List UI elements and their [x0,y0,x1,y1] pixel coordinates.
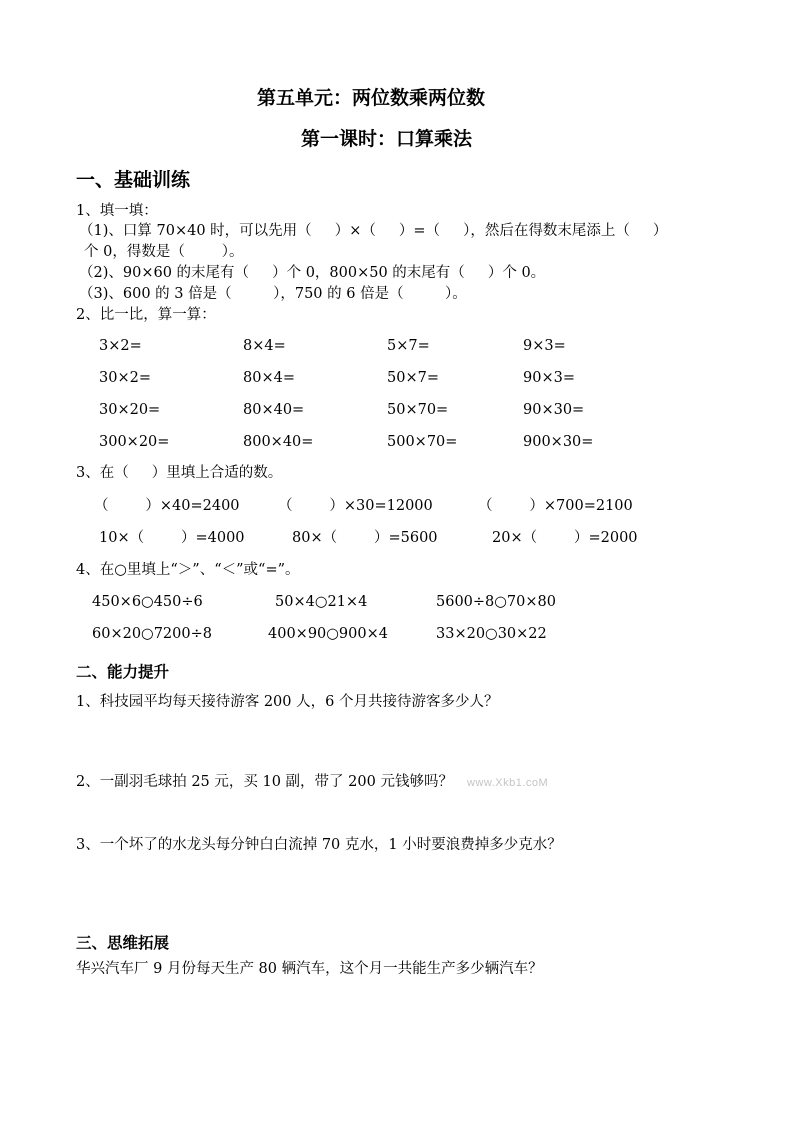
q2-item: 50×70= [387,402,449,418]
q4-item: 50×4○21×4 [275,594,368,610]
q3-item: 80×（ ）=5600 [292,530,438,546]
q2-item: 50×7= [387,370,439,386]
section-heading-ability: 二、能力提升 [76,662,170,681]
section-heading-basic: 一、基础训练 [76,169,191,191]
page-subtitle: 第一课时：口算乘法 [301,128,473,150]
q3-label: 3、在（ ）里填上合适的数。 [76,465,283,481]
q1-line-1: （1)、口算 70×40 时，可以先用（ ）×（ ）=（ ），然后在得数末尾添上（ ） [79,223,668,239]
q2-item: 80×40= [243,402,305,418]
problem-extension: 华兴汽车厂 9 月份每天生产 80 辆汽车，这个月一共能生产多少辆汽车？ [76,961,543,977]
q2-item: 900×30= [523,434,594,450]
q2-item: 800×40= [243,434,314,450]
problem-2: 2、一副羽毛球拍 25 元，买 10 副，带了 200 元钱够吗？ [76,774,453,790]
q4-item: 60×20○7200÷8 [92,626,212,642]
q2-item: 300×20= [99,434,170,450]
q1-line-3: （2)、90×60 的末尾有（ ）个 0，800×50 的末尾有（ ）个 0。 [79,265,546,281]
q2-item: 8×4= [243,338,286,354]
q1-line-2: 个 0，得数是（ ）。 [84,244,244,260]
q4-item: 400×90○900×4 [268,626,388,642]
q2-label: 2、比一比，算一算： [76,307,216,323]
page-title: 第五单元：两位数乘两位数 [257,87,486,109]
watermark: www.Xkb1.coM [467,777,549,789]
q2-item: 3×2= [99,338,142,354]
section-heading-thinking: 三、思维拓展 [76,933,170,952]
q2-item: 30×2= [99,370,151,386]
q4-item: 33×20○30×22 [436,626,547,642]
q3-item: （ ）×700=2100 [478,498,633,514]
q2-item: 30×20= [99,402,161,418]
q4-item: 5600÷8○70×80 [436,594,556,610]
problem-1: 1、科技园平均每天接待游客 200 人，6 个月共接待游客多少人？ [76,694,499,710]
problem-3: 3、一个坏了的水龙头每分钟白白流掉 70 克水，1 小时要浪费掉多少克水？ [76,837,562,853]
q2-item: 80×4= [243,370,295,386]
q3-item: （ ）×40=2400 [94,498,240,514]
q2-item: 90×3= [523,370,575,386]
q2-item: 90×30= [523,402,585,418]
q3-item: （ ）×30=12000 [278,498,433,514]
q1-line-4: （3)、600 的 3 倍是（ ），750 的 6 倍是（ ）。 [79,286,467,302]
q4-item: 450×6○450÷6 [92,594,203,610]
q4-label: 4、在○里填上“＞”、“＜”或“=”。 [76,562,300,578]
q2-item: 500×70= [387,434,458,450]
q3-item: 10×（ ）=4000 [99,530,245,546]
q1-label: 1、填一填： [76,203,158,219]
q2-item: 5×7= [387,338,430,354]
q3-item: 20×（ ）=2000 [492,530,638,546]
q2-item: 9×3= [523,338,566,354]
